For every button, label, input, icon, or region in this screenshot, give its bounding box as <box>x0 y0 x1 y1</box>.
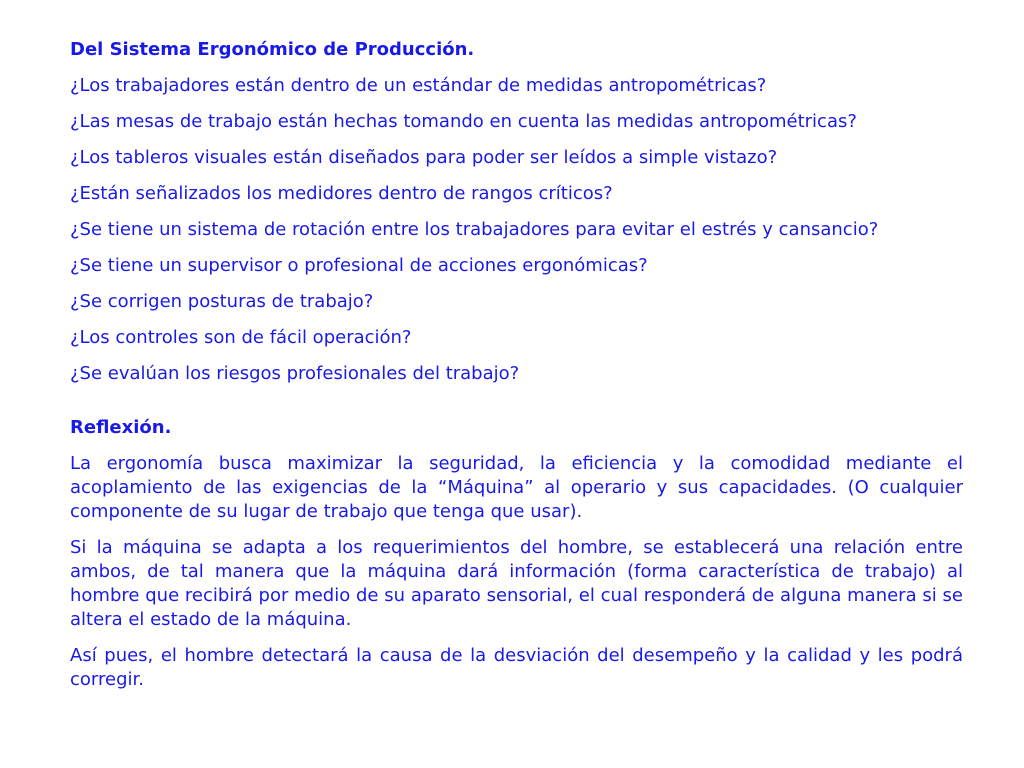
question-item: ¿Se corrigen posturas de trabajo? <box>70 291 374 312</box>
section-reflection <box>70 416 963 692</box>
paragraph: Así pues, el hombre detectará la causa de la desviación del desempeño y la calidad y les podrá corregir. <box>70 645 963 690</box>
question-item: ¿Los tableros visuales están diseñados para poder ser leídos a simple vistazo? <box>70 147 778 168</box>
question-item: ¿Los controles son de fácil operación? <box>70 327 412 348</box>
paragraph: La ergonomía busca maximizar la seguridad, la eficiencia y la comodidad mediante el acoplamiento de las exigencias de la “Máquina” al operario y sus capacidades. (O cualquier componente de su lugar de trabajo que tenga que usar). <box>70 453 963 522</box>
paragraph: Si la máquina se adapta a los requerimientos del hombre, se establecerá una relación entre ambos, de tal manera que la máquina dará información (forma característica de trabajo) al hombre que recibirá por medio de su aparato sensorial, el cual responderá de alguna manera si se altera el estado de la máquina. <box>70 537 963 630</box>
question-item: ¿Están señalizados los medidores dentro de rangos críticos? <box>70 183 613 204</box>
question-item: ¿Los trabajadores están dentro de un estándar de medidas antropométricas? <box>70 75 767 96</box>
section-heading: Reflexión. <box>70 417 172 438</box>
section-ergonomic-system <box>70 38 963 386</box>
question-item: ¿Se evalúan los riesgos profesionales del trabajo? <box>70 363 520 384</box>
question-item: ¿Se tiene un supervisor o profesional de acciones ergonómicas? <box>70 255 648 276</box>
section-heading: Del Sistema Ergonómico de Producción. <box>70 39 475 60</box>
question-item: ¿Las mesas de trabajo están hechas tomando en cuenta las medidas antropométricas? <box>70 111 857 132</box>
question-item: ¿Se tiene un sistema de rotación entre los trabajadores para evitar el estrés y cansancio? <box>70 219 879 240</box>
section-divider <box>70 398 963 416</box>
